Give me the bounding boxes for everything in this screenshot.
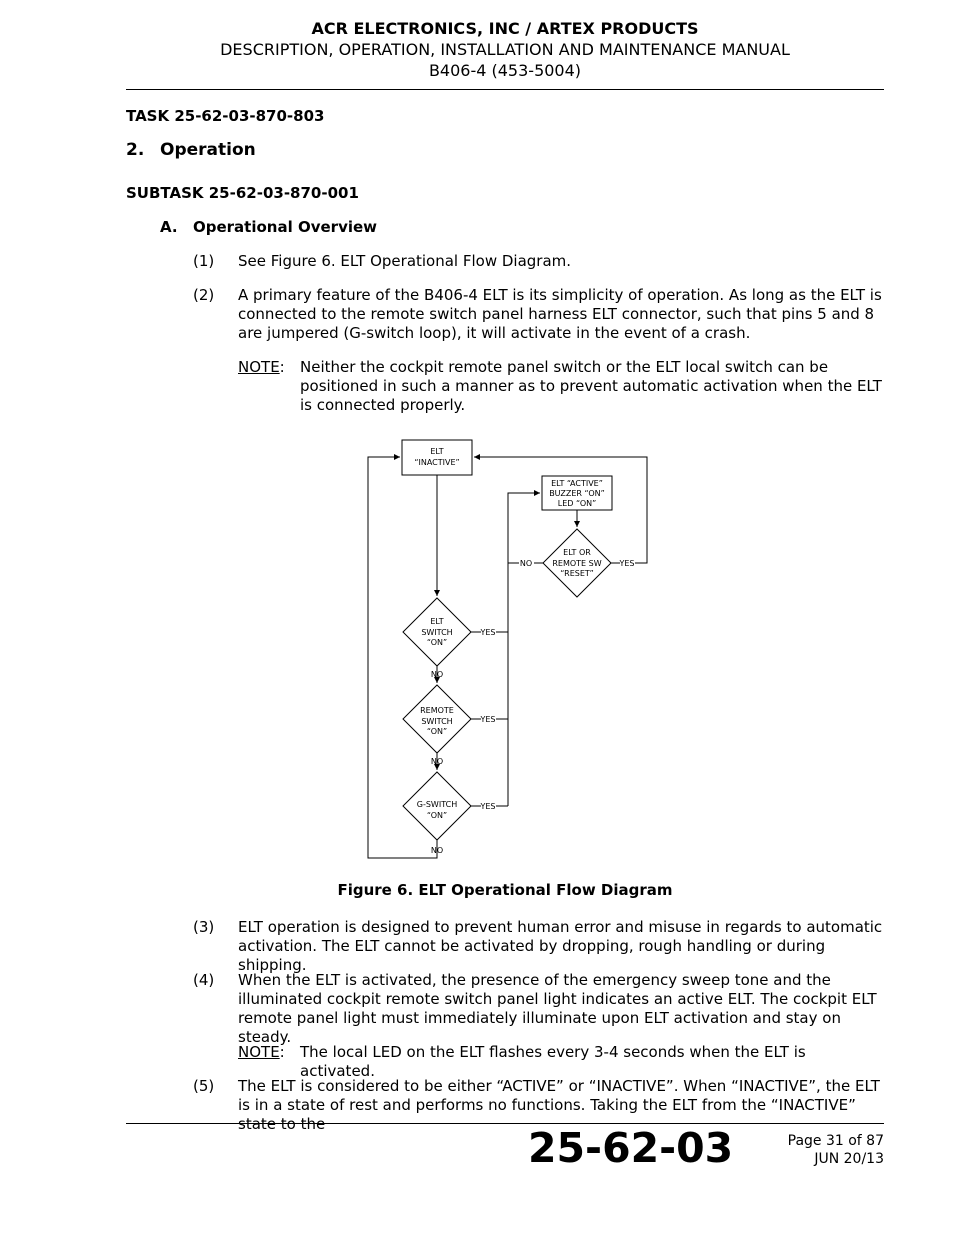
remote-switch-label: SWITCH bbox=[421, 717, 453, 726]
task-heading: TASK 25-62-03-870-803 bbox=[126, 107, 325, 125]
subsection-title: Operational Overview bbox=[193, 218, 378, 236]
item-text: ELT operation is designed to prevent human error and misuse in regards to automatic activation. The ELT cannot be activated by dropping, rough handling or during shipping. bbox=[238, 918, 883, 974]
item-number: (1) bbox=[193, 252, 215, 270]
remote-switch-label: “ON” bbox=[426, 727, 448, 736]
no-label: NO bbox=[430, 757, 444, 766]
no-label: NO bbox=[430, 670, 444, 679]
subsection-letter: A. bbox=[160, 218, 178, 236]
section-number: 2. bbox=[126, 140, 145, 160]
model-number: B406-4 (453-5004) bbox=[428, 61, 582, 80]
active-label: BUZZER “ON” bbox=[549, 489, 605, 498]
item-number: (3) bbox=[193, 918, 215, 936]
item-number: (2) bbox=[193, 286, 215, 304]
reset-label: ELT OR bbox=[563, 548, 591, 557]
g-switch-label: G-SWITCH bbox=[416, 800, 458, 809]
section-title: Operation bbox=[160, 140, 256, 160]
note-text: Neither the cockpit remote panel switch or the ELT local switch can be positioned in such a manner as to prevent automatic activation when the ELT is connected properly. bbox=[300, 358, 882, 414]
no-label: NO bbox=[430, 846, 444, 855]
note-label: NOTE: bbox=[238, 1043, 285, 1061]
reset-label: REMOTE SW bbox=[552, 559, 602, 568]
active-label: ELT “ACTIVE” bbox=[551, 479, 603, 488]
manual-title: DESCRIPTION, OPERATION, INSTALLATION AND MAINTENANCE MANUAL bbox=[220, 40, 790, 59]
company-header: ACR ELECTRONICS, INC / ARTEX PRODUCTS bbox=[311, 19, 699, 38]
reset-label: “RESET” bbox=[560, 569, 594, 578]
item-text: See Figure 6. ELT Operational Flow Diagram. bbox=[238, 252, 572, 270]
yes-label: YES bbox=[480, 715, 496, 724]
document-code: 25-62-03 bbox=[528, 1124, 734, 1172]
item-text: When the ELT is activated, the presence of the emergency sweep tone and the illuminated cockpit remote switch panel light indicates an active ELT. The cockpit ELT remote panel light must immediately illuminate upon ELT activation and stay on steady. bbox=[238, 971, 877, 1046]
note-label: NOTE: bbox=[238, 358, 285, 376]
elt-switch-label: ELT bbox=[430, 617, 444, 626]
elt-switch-label: “ON” bbox=[426, 638, 448, 647]
item-number: (4) bbox=[193, 971, 215, 989]
yes-label: YES bbox=[619, 559, 635, 568]
g-switch-label: “ON” bbox=[426, 811, 448, 820]
footer-rule bbox=[126, 1123, 884, 1124]
yes-label: YES bbox=[480, 802, 496, 811]
revision-date: JUN 20/13 bbox=[814, 1151, 884, 1167]
item-text: A primary feature of the B406-4 ELT is its simplicity of operation. As long as the ELT is connected to the remote switch panel harness ELT connector, such that pins 5 and 8 are jumpered (G-switch loop), it will activate in the event of a crash. bbox=[238, 286, 882, 342]
page-info bbox=[788, 1132, 884, 1168]
elt-switch-label: SWITCH bbox=[421, 628, 453, 637]
figure-caption: Figure 6. ELT Operational Flow Diagram bbox=[337, 881, 673, 899]
note-text: The local LED on the ELT flashes every 3-4 seconds when the ELT is activated. bbox=[300, 1043, 806, 1080]
active-label: LED “ON” bbox=[557, 499, 597, 508]
no-label: NO bbox=[519, 559, 533, 568]
yes-label: YES bbox=[480, 628, 496, 637]
inactive-label: “INACTIVE” bbox=[414, 458, 460, 467]
remote-switch-label: REMOTE bbox=[420, 706, 454, 715]
inactive-label: ELT bbox=[430, 447, 444, 456]
subtask-heading: SUBTASK 25-62-03-870-001 bbox=[126, 184, 359, 202]
item-text: The ELT is considered to be either “ACTIVE” or “INACTIVE”. When “INACTIVE”, the ELT is in a state of rest and performs no functions. Taking the ELT from the “INACTIVE” state to the bbox=[238, 1077, 880, 1133]
item-number: (5) bbox=[193, 1077, 215, 1095]
page-number: Page 31 of 87 bbox=[787, 1133, 884, 1149]
